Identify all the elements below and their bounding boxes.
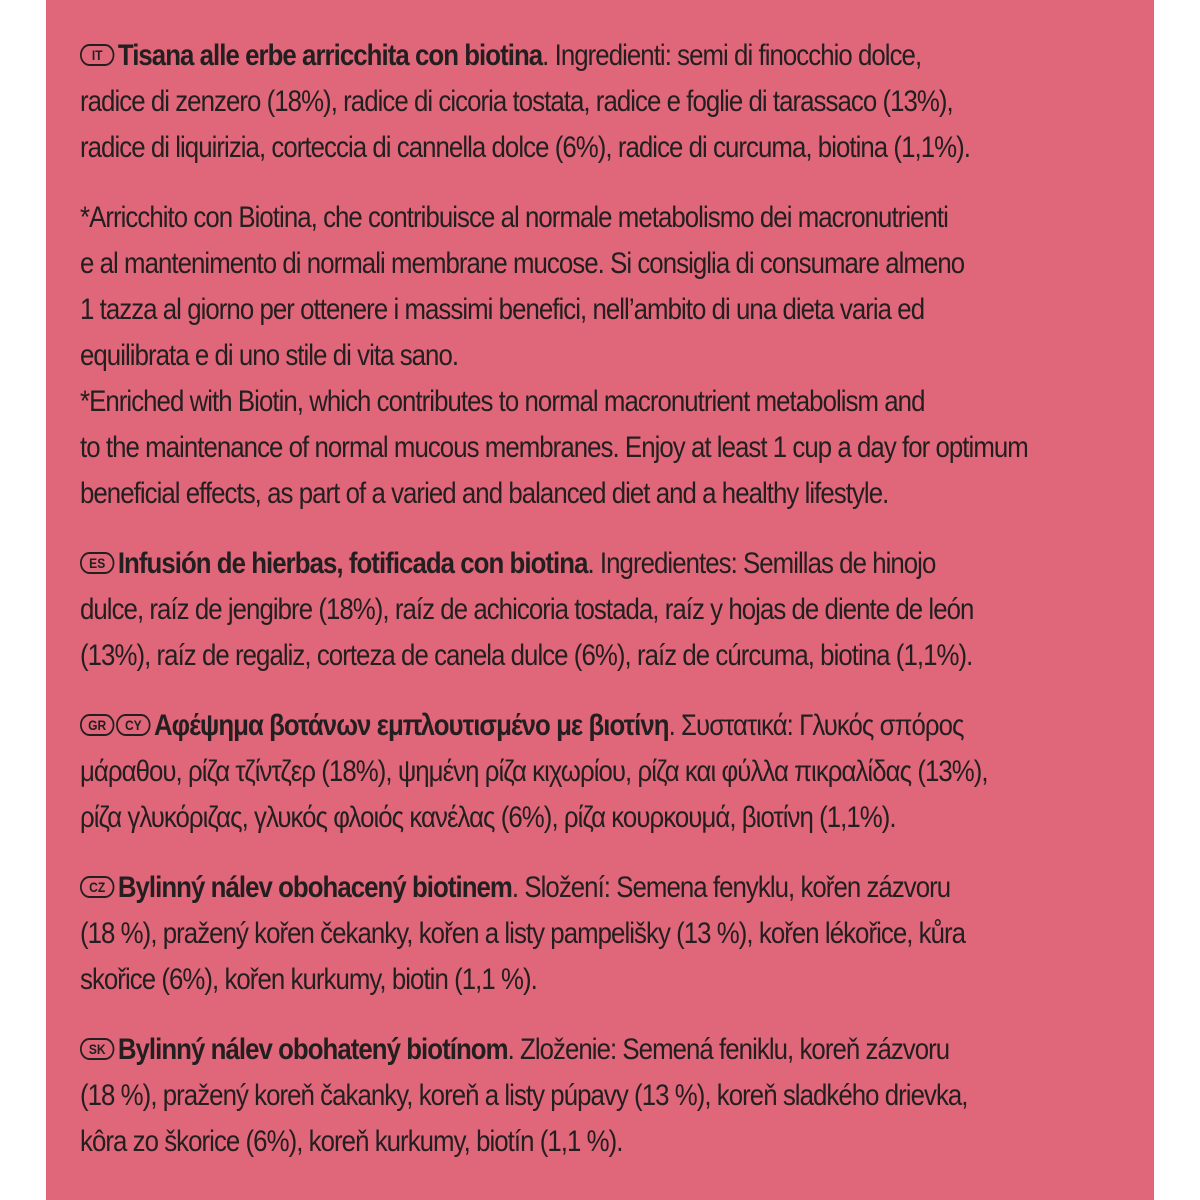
section-es-line-2: dulce, raíz de jengibre (18%), raíz de achicoria tostada, raíz y hojas de diente de león [80,593,974,626]
section-gr-line-2: μάραθου, ρίζα τζίντζερ (18%), ψημένη ρίζα κιχωρίου, ρίζα και φύλλα πικραλίδας (13%), [80,755,988,788]
section-gr-line-1 [80,703,1154,749]
section-it-heading: Tisana alle erbe arricchita con biotina [117,39,543,72]
section-sk-line-2: (18 %), pražený koreň čakanky, koreň a listy púpavy (13 %), koreň sladkého drievka, [80,1079,968,1112]
claims-line-7: beneficial effects, as part of a varied and balanced diet and a healthy lifestyle. [80,477,889,510]
language-badge-sk: SK [80,1038,114,1060]
claims-line-5: *Enriched with Biotin, which contributes to normal macronutrient metabolism and [80,385,925,418]
section-es-text: . Ingredientes: Semillas de hinojo [587,547,936,580]
claims-line-3: 1 tazza al giorno per ottenere i massimi benefici, nell’ambito di una dieta varia ed [80,293,925,326]
claims-line-2: e al mantenimento di normali membrane mucose. Si consiglia di consumare almeno [80,247,965,280]
section-it-line-2: radice di zenzero (18%), radice di cicoria tostata, radice e foglie di tarassaco (13%), [80,85,953,118]
section-cz-line-1 [80,865,1154,911]
claims-line-6: to the maintenance of normal mucous membranes. Enjoy at least 1 cup a day for optimum [80,431,1028,464]
section-sk-text: . Zloženie: Semená feniklu, koreň zázvoru [507,1033,950,1066]
section-it-text: . Ingredienti: semi di finocchio dolce, [542,39,922,72]
language-badge-gr: GR [80,714,114,736]
section-cz-text: . Složení: Semena fenyklu, kořen zázvoru [511,871,951,904]
section-gr-line-3: ρίζα γλυκόριζας, γλυκός φλοιός κανέλας (6%), ρίζα κουρκουμά, βιοτίνη (1,1%). [80,801,896,834]
section-es-line-3: (13%), raíz de regaliz, corteza de canela dulce (6%), raíz de cúrcuma, biotina (1,1%). [80,639,973,672]
section-gr-text: . Συστατικά: Γλυκός σπόρος [668,709,964,742]
section-sk-line-1 [80,1027,1154,1073]
section-claims [80,195,1154,517]
claims-line-4: equilibrata e di uno stile di vita sano. [80,339,459,372]
section-it [80,33,1154,171]
section-gr-heading: Αφέψημα βοτάνων εμπλουτισμένο με βιοτίνη [153,709,669,742]
section-gr [80,703,1154,841]
section-cz-line-3: skořice (6%), kořen kurkumy, biotin (1,1 %). [80,963,537,996]
section-it-line-3: radice di liquirizia, corteccia di cannella dolce (6%), radice di curcuma, biotina (1,1%). [80,131,970,164]
section-es [80,541,1154,679]
section-it-line-1 [80,33,1154,79]
section-sk [80,1027,1154,1165]
label-panel [46,0,1154,1200]
section-sk-line-3: kôra zo škorice (6%), koreň kurkumy, biotín (1,1 %). [80,1125,623,1158]
language-badge-it: IT [80,44,114,66]
section-cz [80,865,1154,1003]
claims-line-1: *Arricchito con Biotina, che contribuisce al normale metabolismo dei macronutrienti [80,201,948,234]
section-es-heading: Infusión de hierbas, fotificada con biotina [117,547,588,580]
language-badge-cz: CZ [80,876,114,898]
section-es-line-1 [80,541,1154,587]
section-cz-line-2: (18 %), pražený kořen čekanky, kořen a listy pampelišky (13 %), kořen lékořice, kůra [80,917,966,950]
language-badge-es: ES [80,552,114,574]
section-cz-heading: Bylinný nálev obohacený biotinem [117,871,512,904]
language-badge-cy: CY [116,714,150,736]
section-sk-heading: Bylinný nálev obohatený biotínom [117,1033,508,1066]
